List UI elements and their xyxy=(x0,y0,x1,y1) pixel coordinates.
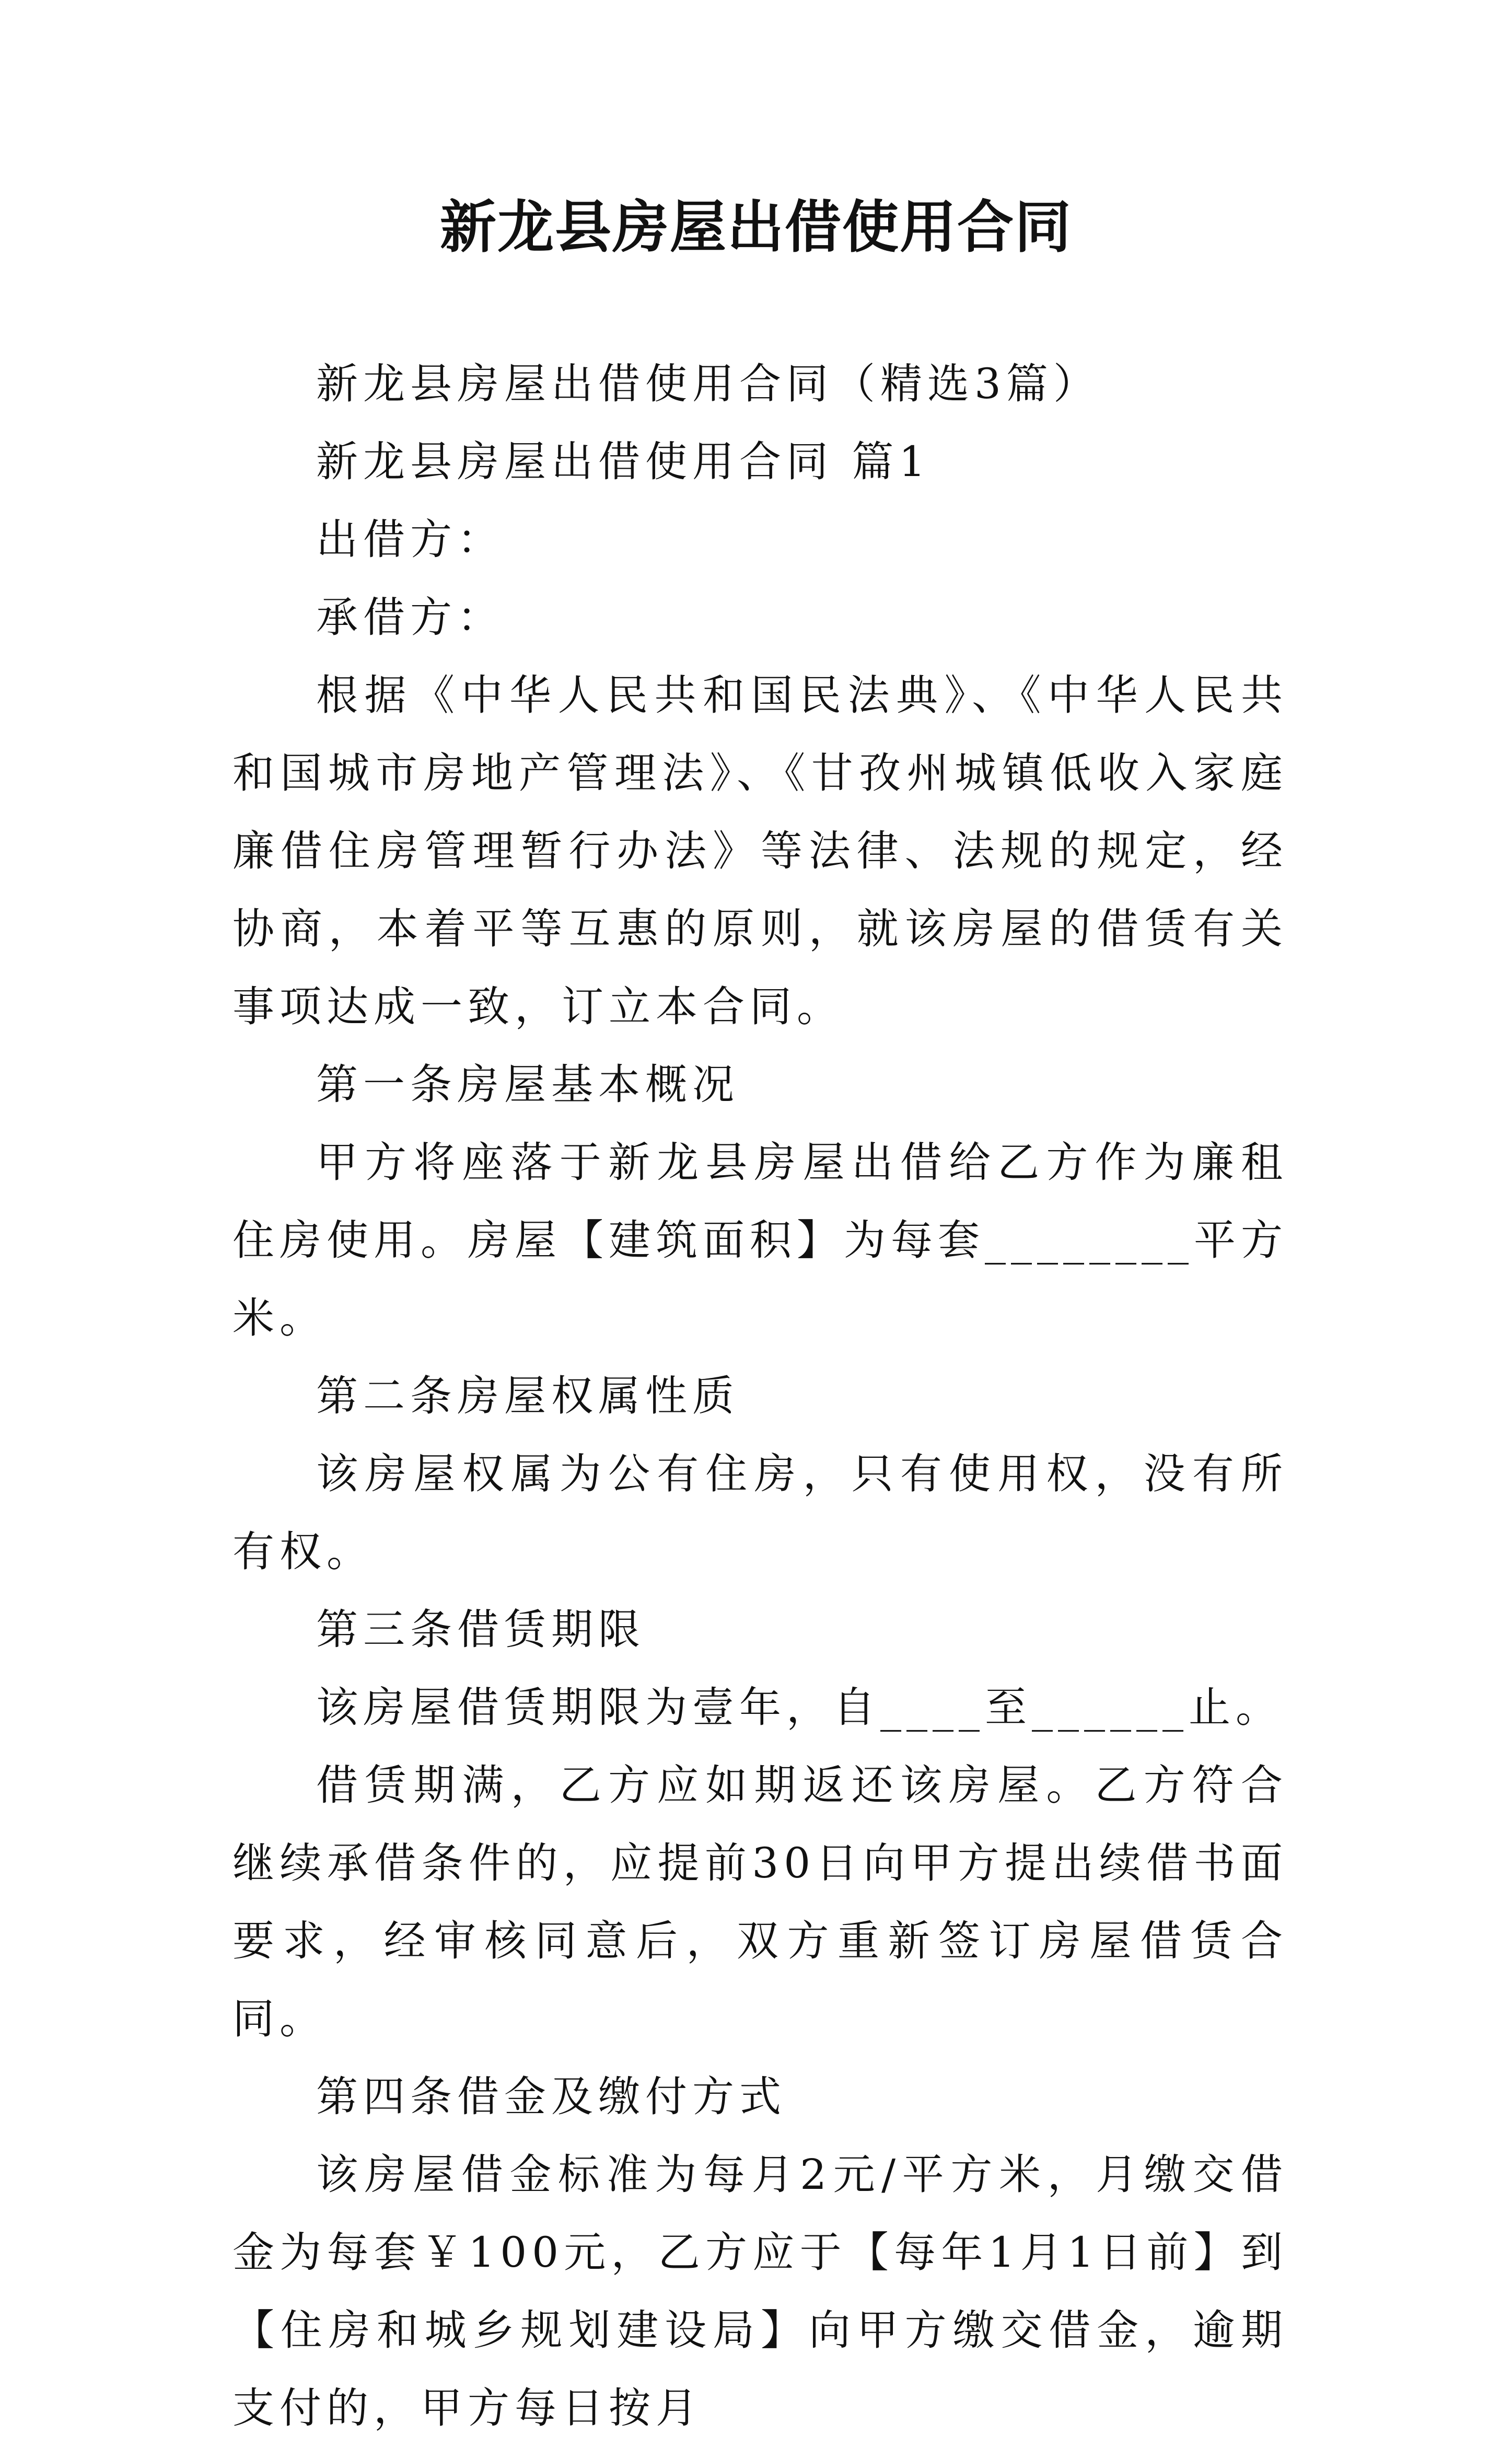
paragraph-article-1-heading: 第一条房屋基本概况 xyxy=(316,1060,739,1109)
paragraph-article-3-renewal: 借赁期满，乙方应如期返还该房屋。乙方符合继续承借条件的，应提前30日向甲方提出续借书面要求，经审核同意后，双方重新签订房屋借赁合同。 xyxy=(232,1761,1288,2043)
paragraph-subtitle: 新龙县房屋出借使用合同（精选3篇） xyxy=(316,359,1100,408)
paragraph-borrower: 承借方： xyxy=(316,593,504,642)
paragraph-section-heading: 新龙县房屋出借使用合同 篇1 xyxy=(316,437,931,486)
paragraph-preamble: 根据《中华人民共和国民法典》、《中华人民共和国城市房地产管理法》、《甘孜州城镇低收入家庭廉借住房管理暂行办法》等法律、法规的规定，经协商，本着平等互惠的原则，就该房屋的借赁有关事项达成一致，订立本合同。 xyxy=(232,671,1288,1031)
paragraph-lender: 出借方： xyxy=(316,515,504,564)
paragraph-article-3-body: 该房屋借赁期限为壹年，自____至______止。 xyxy=(316,1683,1283,1732)
document-title: 新龙县房屋出借使用合同 xyxy=(439,194,1072,260)
paragraph-article-1-body: 甲方将座落于新龙县房屋出借给乙方作为廉租住房使用。房屋【建筑面积】为每套________平方米。 xyxy=(232,1138,1288,1342)
paragraph-article-4-body: 该房屋借金标准为每月2元/平方米，月缴交借金为每套￥100元，乙方应于【每年1月1日前】到【住房和城乡规划建设局】向甲方缴交借金，逾期支付的，甲方每日按月 xyxy=(232,2150,1288,2432)
document-body xyxy=(232,345,1288,2447)
paragraph-article-2-heading: 第二条房屋权属性质 xyxy=(316,1372,739,1420)
paragraph-article-4-heading: 第四条借金及缴付方式 xyxy=(316,2072,786,2121)
paragraph-article-3-heading: 第三条借赁期限 xyxy=(316,1605,645,1654)
paragraph-article-2-body: 该房屋权属为公有住房，只有使用权，没有所有权。 xyxy=(232,1449,1288,1576)
